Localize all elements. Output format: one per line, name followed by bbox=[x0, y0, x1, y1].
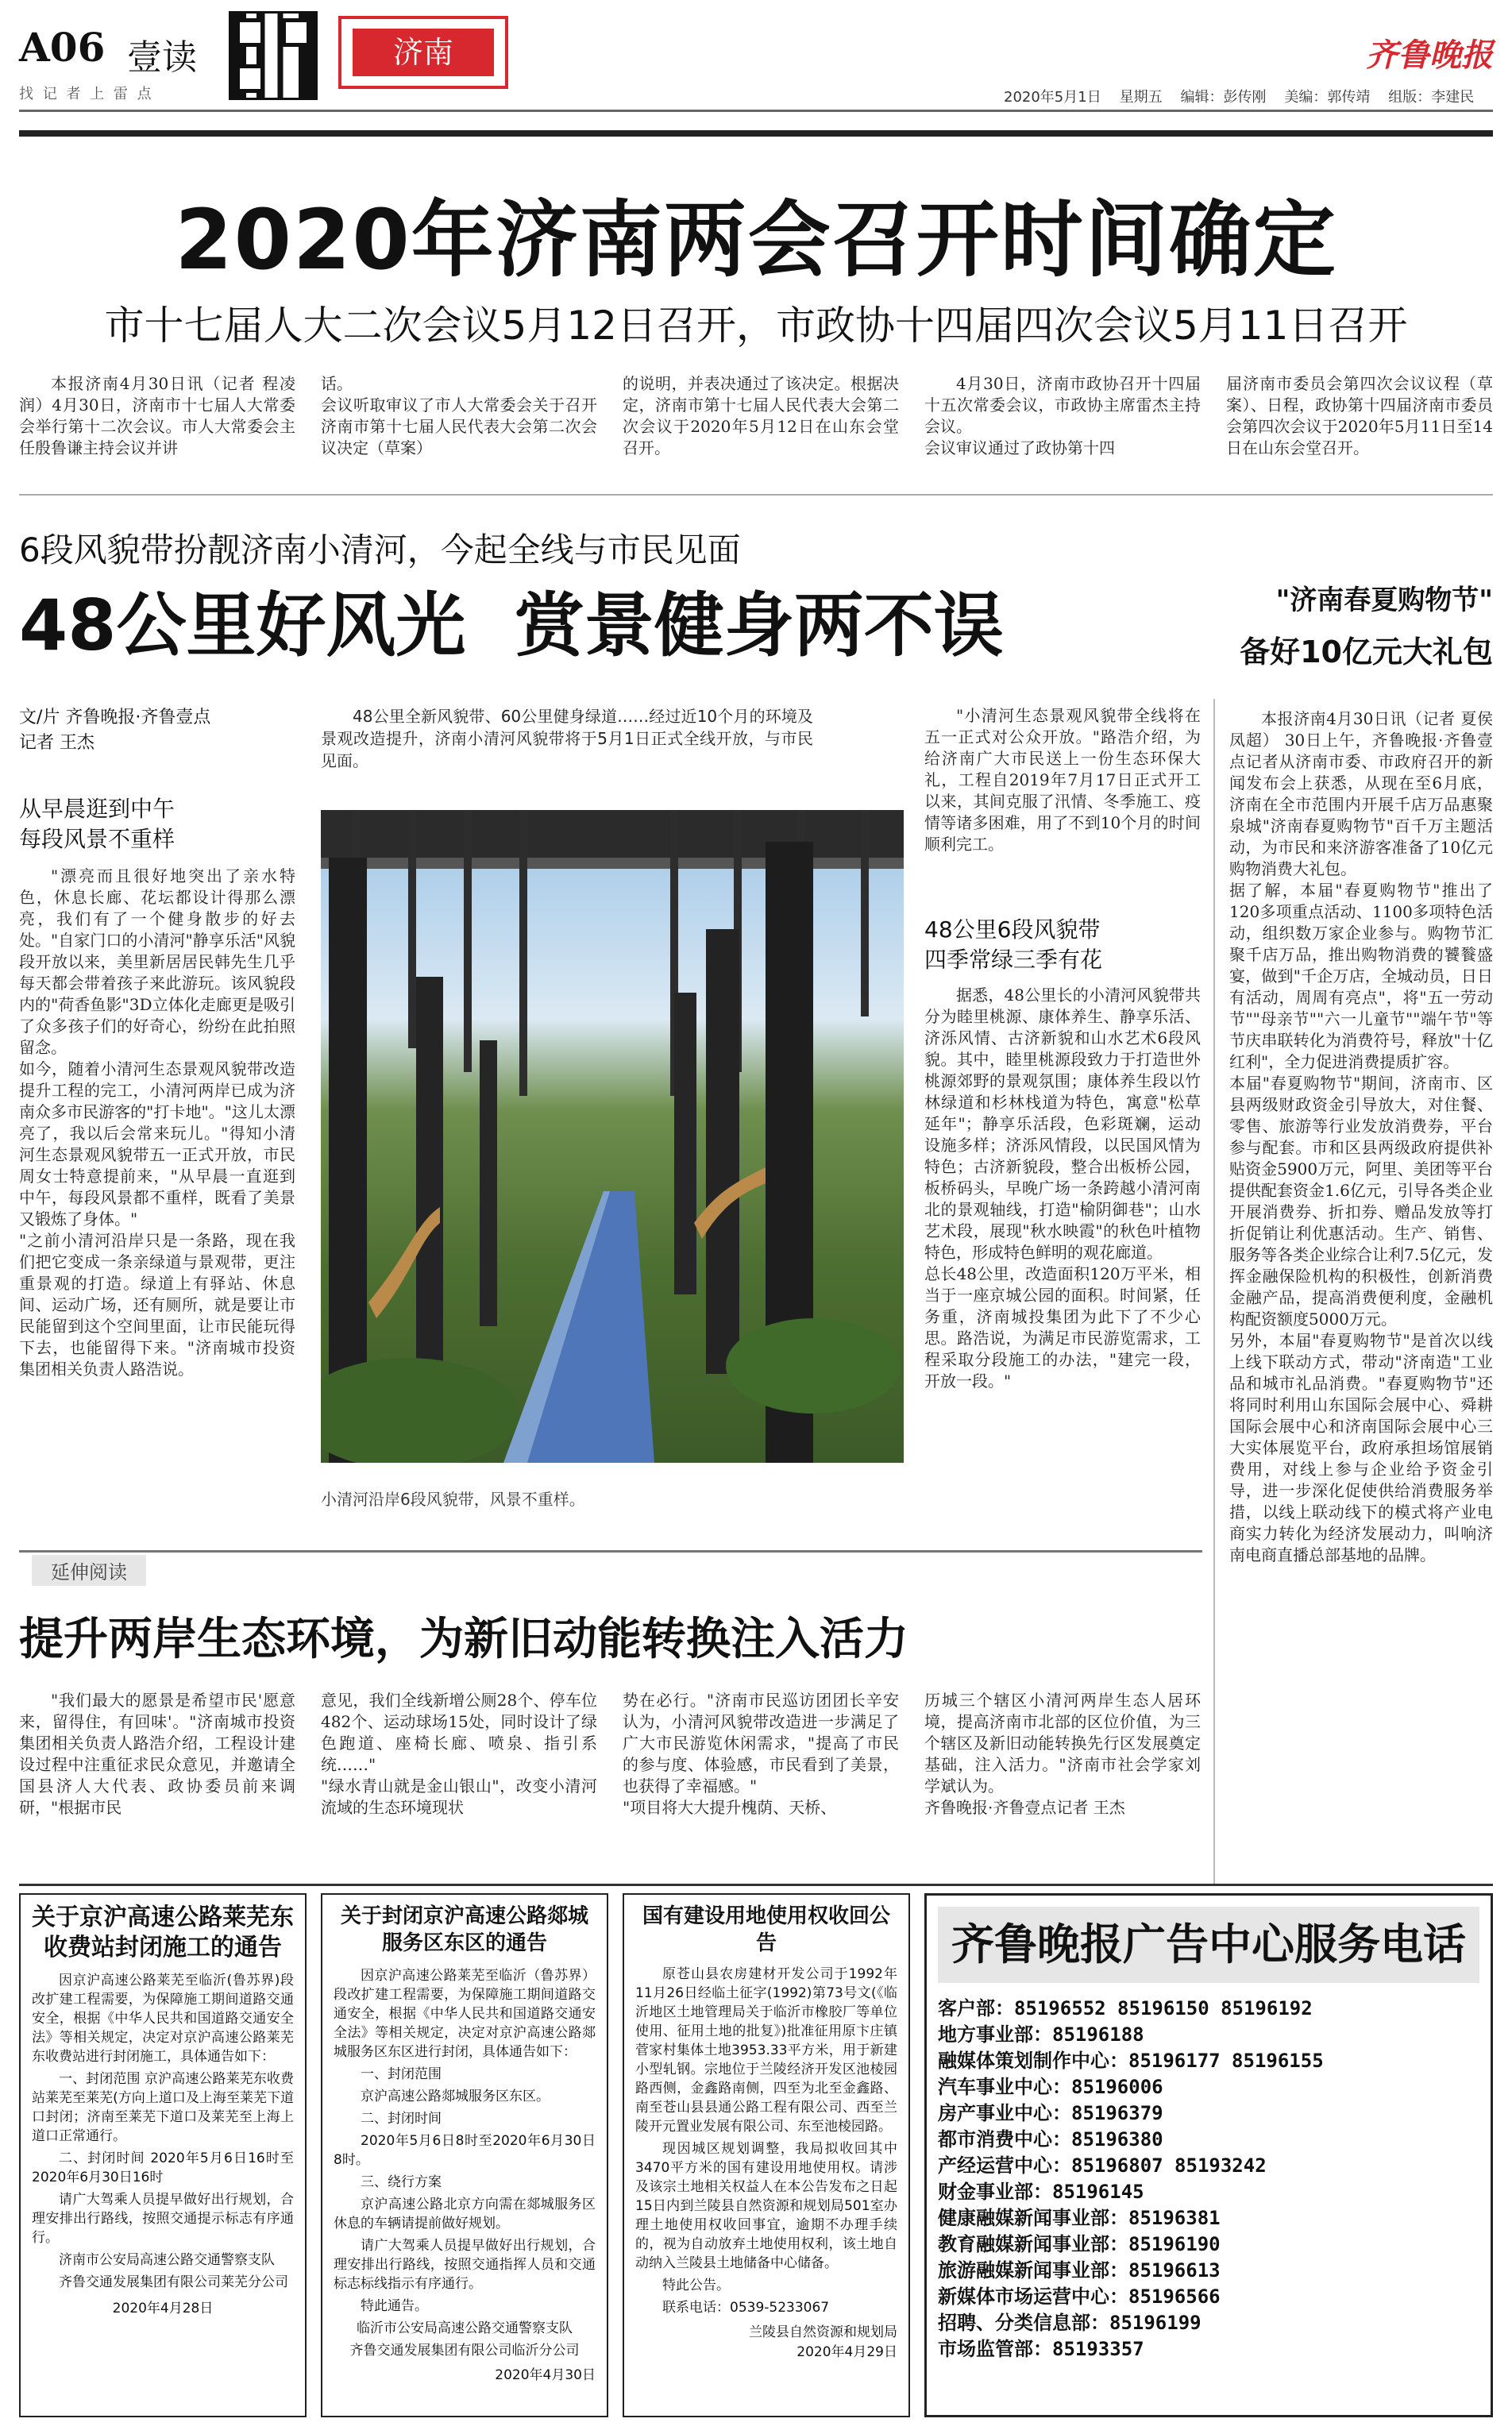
byline-line: 文/片 齐鲁晚报·齐鲁壹点 bbox=[19, 708, 211, 727]
ad-separator: ： bbox=[1033, 2023, 1052, 2046]
ad-department: 地方事业部 bbox=[938, 2023, 1033, 2046]
article-ecology-col-2 bbox=[321, 1690, 597, 1874]
ad-department: 招聘、分类信息部 bbox=[938, 2312, 1090, 2334]
masthead-divider bbox=[19, 110, 1493, 112]
ad-department: 产经运营中心 bbox=[938, 2154, 1052, 2177]
issue-weekday: 星期五 bbox=[1119, 89, 1163, 106]
ad-separator: ： bbox=[1109, 2233, 1128, 2255]
ad-phone-row bbox=[938, 2310, 1479, 2336]
notice-text: 因京沪高速公路莱芜至临沂（鲁苏界）段改扩建工程需要，为保障施工期间道路交通安全，根据《中华人民共和国道路交通安全法》等相关规定，决定对京沪高速公路郯城服务区东区进行封闭，具体通告如下： bbox=[334, 1968, 596, 2060]
ad-phone-row bbox=[938, 2153, 1479, 2179]
article-ecology-col-4 bbox=[924, 1690, 1201, 1874]
notices-divider bbox=[19, 1884, 1493, 1886]
page-number: A06 bbox=[19, 24, 106, 71]
ad-phone-row bbox=[938, 2231, 1479, 2258]
article-congress-text: 4月30日，济南市政协召开十四届十五次常委会议，市政协主席雷杰主持会议。 会议审议通过了政协第十四 bbox=[924, 374, 1201, 457]
art-editor: 美编：郭传靖 bbox=[1284, 89, 1371, 106]
sidebar-headline-1: "济南春夏购物节" bbox=[1275, 584, 1493, 616]
notice-text: 二、封闭时间 2020年5月6日16时至2020年6月30日16时 bbox=[32, 2150, 294, 2185]
article-river-lead bbox=[321, 705, 813, 785]
ad-phone-row bbox=[938, 2074, 1479, 2100]
notice-date: 2020年4月29日 bbox=[796, 2344, 897, 2360]
notice-text: 一、封闭范围 京沪高速公路莱芜东收费站莱芜至莱芜(方向上道口及上海至莱芜下道口封闭；济南至莱芜下道口及莱芜至上海上道口正常通行。 bbox=[32, 2071, 294, 2144]
notice-text: 一、封闭范围 bbox=[361, 2066, 442, 2082]
article-river-headline: 48公里好风光 赏景健身两不误 bbox=[19, 584, 1004, 666]
ad-department: 都市消费中心 bbox=[938, 2128, 1052, 2150]
notice-title: 国有建设用地使用权收回公告 bbox=[642, 1904, 890, 1955]
notice-text: 三、绕行方案 bbox=[361, 2174, 442, 2190]
article-congress-text: 届济南市委员会第四次会议议程（草案）、日程，政协第十四届济南市委员会第四次会议于2020年5月11日至14日在山东会堂召开。 bbox=[1226, 374, 1493, 457]
ad-separator: ： bbox=[1052, 2128, 1071, 2150]
article-river-byline bbox=[19, 705, 210, 756]
sidebar-text: 本报济南4月30日讯（记者 夏侯凤超） 30日上午，齐鲁晚报·齐鲁壹点记者从济南市委、市政府召开的新闻发布会上获悉，从现在至6月底，济南在全市范围内开展千店万品惠聚泉城"济南春夏购物节"百千万主题活动，为市民和来济游客准备了10亿元购物消费大礼包。 据了解，本届"春夏购物节"推出了120多项重点活动、1100多项特色活动，组织数万家企业参与。购物节汇聚千店万品，推出购物消费的饕餮盛宴，做到"千企万店，全城动员，日日有活动，周周有亮点"，将"五一劳动节""母亲节""六一儿童节""端午节"等节庆串联转化为消费符号，释放"十亿红利"，全力促进消费提质扩容。 本届"春夏购物节"期间，济南市、区县两级财政资金引导放大，对住餐、零售、旅游等行业发放消费券，平台参与配套。市和区县两级政府提供补贴资金5900万元，阿里、美团等平台提供配套资金1.6亿元，引导各类企业开展消费券、折扣券、赠品发放等打折促销让利优惠活动。生产、销售、服务等各类企业综合让利7.5亿元，发挥金融保险机构的积极性，创新消费金融产品，提高消费便利度，金融机构配资额度5000万元。 另外，本届"春夏购物节"是首次以线上线下联动方式，带动"济南造"工业品和城市礼品消费。"春夏购物节"还将同时利用山东国际会展中心、舜耕国际会展中心和济南国际会展中心三大实体展览平台，政府承担场馆展销费用，对线上参与企业给予资金引导，进一步深化促使供给消费服务举措，以线上联动线下的模式将产业电商实力转化为经济发展动力，叫响济南电商直播总部基地的品牌。 bbox=[1229, 709, 1493, 1564]
ad-separator: ： bbox=[1109, 2050, 1128, 2072]
notice-text: 特此通告。 bbox=[361, 2298, 428, 2314]
ad-department: 市场监管部 bbox=[938, 2338, 1033, 2360]
notice-date: 2020年4月28日 bbox=[112, 2301, 214, 2316]
ad-department: 旅游融媒新闻事业部 bbox=[938, 2259, 1109, 2282]
notice-tancheng-service bbox=[321, 1893, 608, 2417]
article-river-col-3a bbox=[924, 705, 1201, 908]
extended-reading-tag: 延伸阅读 bbox=[32, 1555, 146, 1586]
ad-department: 新媒体市场运营中心 bbox=[938, 2285, 1109, 2308]
ad-phone-row bbox=[938, 1996, 1479, 2022]
notice-title: 关于京沪高速公路莱芜东收费站封闭施工的通告 bbox=[32, 1904, 294, 1961]
sidebar-shopping-festival bbox=[1229, 708, 1493, 1884]
article-congress-text: 话。 会议听取审议了市人大常委会关于召开济南市第十七届人民代表大会第二次会议决定（草案） bbox=[321, 374, 597, 457]
ad-separator: ： bbox=[1033, 2181, 1052, 2203]
river-photo-caption: 小清河沿岸6段风貌带，风景不重样。 bbox=[321, 1490, 585, 1509]
ad-department: 汽车事业中心 bbox=[938, 2076, 1052, 2098]
notice-text: 原苍山县农房建材开发公司于1992年11月26日经临土征字(1992)第73号文(《临沂地区土地管理局关于临沂市橡胶厂等单位使用、征用土地的批复》)批准征用原卞庄镇菅家村集体土地3953.33平方米，用于新建小型轧钢。宗地位于兰陵经济开发区池棱园路西侧，金鑫路南侧，四至为北至金鑫路、南至苍山县县通公路工程有限公司、西至兰陵开元置业发展有限公司、东至池棱园路。 bbox=[635, 1966, 897, 2135]
issue-info bbox=[1004, 86, 1474, 106]
article-ecology-text: 意见，我们全线新增公厕28个、停车位482个、运动球场15处，同时设计了绿色跑道、座椅长廊、喷泉、指引系统……" "绿水青山就是金山银山"，改变小清河流域的生态环境现状 bbox=[321, 1691, 597, 1817]
notice-text: 齐鲁交通发展集团有限公司莱芜分公司 bbox=[59, 2274, 288, 2290]
ad-phone: 85196613 bbox=[1128, 2259, 1221, 2282]
ad-phone: 85196381 bbox=[1128, 2207, 1221, 2229]
notice-text: 请广大驾乘人员提早做好出行规划，合理安排出行路线，按照交通指挥人员和交通标志标线指示有序通行。 bbox=[334, 2238, 596, 2292]
article-river-col-3b bbox=[924, 985, 1201, 1509]
city-tag bbox=[338, 16, 508, 89]
article-congress-headline: 2020年济南两会召开时间确定 bbox=[175, 191, 1337, 288]
pergola-walkway-illustration bbox=[321, 810, 904, 1463]
ad-department: 教育融媒新闻事业部 bbox=[938, 2233, 1109, 2255]
ad-phone: 85196380 bbox=[1071, 2128, 1163, 2150]
article-ecology-col-3 bbox=[623, 1690, 899, 1874]
sidebar-divider bbox=[1213, 699, 1215, 1884]
ad-department: 融媒体策划制作中心 bbox=[938, 2050, 1109, 2072]
ad-department: 房产事业中心 bbox=[938, 2102, 1052, 2124]
notice-text: 因京沪高速公路莱芜至临沂(鲁苏界)段改扩建工程需要，为保障施工期间道路交通安全，根据《中华人民共和国道路交通安全法》等相关规定，决定对京沪高速公路莱芜东收费站进行封闭施工，具体通告如下： bbox=[32, 1973, 294, 2065]
article-ecology-text: "我们最大的愿景是希望市民'愿意来，留得住，有回味'。"济南城市投资集团相关负责人路浩介绍，工程设计建设过程中注重征求民众意见，并邀请全国县济人大代表、政协委员前来调研，"根据市民 bbox=[19, 1691, 295, 1817]
ad-department: 财金事业部 bbox=[938, 2181, 1033, 2203]
ad-service-phone bbox=[924, 1893, 1493, 2417]
ad-phone: 85196807 85193242 bbox=[1071, 2154, 1267, 2177]
ad-phone-row bbox=[938, 2100, 1479, 2127]
article-congress-subhead: 市十七届人大二次会议5月12日召开，市政协十四届四次会议5月11日召开 bbox=[104, 303, 1408, 349]
article-river-text: "漂亮而且很好地突出了亲水特色，休息长廊、花坛都设计得那么漂亮，我们有了一个健身散步的好去处。"自家门口的小清河"静享乐活"风貌段开放以来，美里新居居民韩先生几乎每天都会带着孩子来此游玩。该风貌段内的"荷香鱼影"3D立体化走廊更是吸引了众多孩子们的好奇心，纷纷在此拍照留念。 如今，随着小清河生态景观风貌带改造提升工程的完工，小清河两岸已成为济南众多市民游客的"打卡地"。"这儿太漂亮了，我以后会常来玩儿。"得知小清河生态景观风貌带五一正式开放，市民周女士特意提前来，"从早晨一直逛到中午，每段风景都不重样，既看了美景又锻炼了身体。" "之前小清河沿岸只是一条路，现在我们把它变成一条亲绿道与景观带，更注重景观的打造。绿道上有驿站、休息间、运动广场，还有厕所，就是要让市民能留到这个空间里面，让市民能玩得下去，也能留得下来。"济南城市投资集团相关负责人路浩说。 bbox=[19, 866, 295, 1379]
article-river-subhead-1: 从早晨逛到中午 每段风景不重样 bbox=[19, 796, 176, 852]
notice-text: 二、封闭时间 bbox=[361, 2111, 442, 2127]
article-ecology-col-1 bbox=[19, 1690, 295, 1874]
article-river-lead-text: 48公里全新风貌带、60公里健身绿道……经过近10个月的环境及景观改造提升，济南小清河风貌带将于5月1日正式全线开放，与市民见面。 bbox=[321, 707, 813, 770]
ad-phone: 85196188 bbox=[1052, 2023, 1144, 2046]
ad-phone: 85196145 bbox=[1052, 2181, 1144, 2203]
editor: 编辑：彭传刚 bbox=[1180, 89, 1267, 106]
notice-text: 请广大驾乘人员提早做好出行规划，合理安排出行路线，按照交通提示标志有序通行。 bbox=[32, 2192, 294, 2246]
ad-separator: ： bbox=[1052, 2102, 1071, 2124]
article-congress-col-3 bbox=[623, 373, 899, 484]
notice-text: 齐鲁交通发展集团有限公司临沂分公司 bbox=[349, 2343, 580, 2359]
article-congress-col-2 bbox=[321, 373, 597, 484]
ad-phone-row bbox=[938, 2258, 1479, 2284]
article-congress-col-4 bbox=[924, 373, 1201, 484]
ad-phone: 85196190 bbox=[1128, 2233, 1221, 2255]
ad-separator: ： bbox=[1109, 2207, 1128, 2229]
notice-text: 临沂市公安局高速公路交通警察支队 bbox=[357, 2320, 573, 2336]
article-ecology-text: 历城三个辖区小清河两岸生态人居环境，提高济南市北部的区位价值，为三个辖区及新旧动能转换先行区发展奠定基础，注入活力。"济南市社会学家刘学斌认为。 齐鲁晚报·齐鲁壹点记者 王杰 bbox=[924, 1691, 1201, 1817]
city-name: 济南 bbox=[353, 29, 494, 76]
ad-phone-row bbox=[938, 2022, 1479, 2048]
notice-signer: 兰陵县自然资源和规划局 bbox=[749, 2324, 897, 2340]
notice-text: 济南市公安局高速公路交通警察支队 bbox=[59, 2252, 275, 2268]
ad-phone: 85196199 bbox=[1109, 2312, 1202, 2334]
masthead-divider-thick bbox=[19, 130, 1493, 137]
sidebar-headline-2: 备好10亿元大礼包 bbox=[1240, 635, 1493, 669]
layout-editor: 组版：李建民 bbox=[1388, 89, 1475, 106]
ad-phone-row bbox=[938, 2179, 1479, 2205]
article-ecology-text: 势在必行。"济南市民巡访团团长辛安认为，小清河风貌带改造进一步满足了广大市民游览休闲需求，"提高了市民的参与度、体验感，市民看到了美景，也获得了幸福感。" "项目将大大提升槐荫、天桥、 bbox=[623, 1691, 899, 1817]
article-river-col-1 bbox=[19, 866, 295, 1509]
ad-phone-row bbox=[938, 2336, 1479, 2363]
notice-text: 现因城区规划调整，我局拟收回其中3470平方米的国有建设用地使用权。请涉及该宗土地相关权益人在本公告发布之日起15日内到兰陵县自然资源和规划局501室办理土地使用权收回事宜，逾期不办理手续的，视为自动放弃土地使用权利，该土地自动纳入兰陵县土地储备中心储备。 bbox=[635, 2141, 897, 2271]
article-congress-text: 的说明，并表决通过了该决定。根据决定，济南市第十七届人民代表大会第二次会议于2020年5月12日在山东会堂召开。 bbox=[623, 374, 899, 457]
ad-phone: 85196006 bbox=[1071, 2076, 1163, 2098]
notice-laiwu-toll bbox=[19, 1893, 307, 2417]
ad-department: 健康融媒新闻事业部 bbox=[938, 2207, 1109, 2229]
ad-separator: ： bbox=[995, 1997, 1014, 2019]
ad-separator: ： bbox=[1109, 2259, 1128, 2282]
notice-text: 2020年5月6日8时至2020年6月30日8时。 bbox=[334, 2133, 596, 2168]
notice-text: 联系电话：0539-5233067 bbox=[662, 2300, 830, 2316]
newspaper-logo: 齐鲁晚报 bbox=[1366, 37, 1493, 74]
ad-separator: ： bbox=[1052, 2154, 1071, 2177]
notice-date: 2020年4月30日 bbox=[495, 2367, 596, 2383]
article-ecology-headline: 提升两岸生态环境，为新旧动能转换注入活力 bbox=[19, 1614, 908, 1665]
article-congress-col-1 bbox=[19, 373, 295, 484]
article-congress-col-5 bbox=[1226, 373, 1493, 484]
ad-department: 客户部 bbox=[938, 1997, 995, 2019]
article-river-text: 据悉，48公里长的小清河风貌带共分为睦里桃源、康体养生、静享乐活、济泺风情、古济新貌和山水艺术6段风貌。其中，睦里桃源段致力于打造世外桃源郊野的景观氛围；康体养生段以竹林绿道和杉林栈道为特色，寓意"松草延年"；静享乐活段，色彩斑斓，运动设施多样；济泺风情段，以民国风情为特色；古济新貌段，整合出板桥公园，板桥码头，早晚广场一条跨越小清河南北的景观轴线，打造"榆阴御巷"；山水艺术段，展现"秋水映霞"的秋色叶植物特色，形成特色鲜明的观花廊道。 总长48公里，改造面积120万平米，相当于一座京城公园的面积。时间紧，任务重，济南城投集团为此下了不少心思。路浩说，为满足市民游览需求，工程采取分段施工的办法，"建完一段，开放一段。" bbox=[924, 986, 1201, 1391]
river-photo bbox=[321, 810, 904, 1463]
section-divider bbox=[19, 494, 1493, 496]
article-river-text: "小清河生态景观风貌带全线将在五一正式对公众开放。"路浩介绍，为给济南广大市民送上一份生态环保大礼，工程自2019年7月17日正式开工以来，其间克服了汛情、冬季施工、疫情等诸多困难，用了不到10个月的时间顺利完工。 bbox=[924, 706, 1201, 854]
issue-date: 2020年5月1日 bbox=[1004, 89, 1101, 106]
ad-phone: 85196552 85196150 85196192 bbox=[1014, 1997, 1313, 2019]
ad-phone: 85193357 bbox=[1052, 2338, 1144, 2360]
ad-separator: ： bbox=[1109, 2285, 1128, 2308]
qr-code-icon bbox=[229, 11, 318, 100]
ad-separator: ： bbox=[1052, 2076, 1071, 2098]
ad-phone: 85196379 bbox=[1071, 2102, 1163, 2124]
article-congress-text: 本报济南4月30日讯（记者 程凌润）4月30日，济南市十七届人大常委会举行第十二次会议。市人大常委会主任殷鲁谦主持会议并讲 bbox=[19, 374, 295, 457]
ad-phone-row bbox=[938, 2284, 1479, 2310]
ad-phone-row bbox=[938, 2048, 1479, 2074]
notice-text: 京沪高速公路北京方向需在郯城服务区休息的车辆请提前做好规划。 bbox=[334, 2197, 596, 2231]
article-river-kicker: 6段风貌带扮靓济南小清河，今起全线与市民见面 bbox=[19, 530, 741, 569]
ad-list bbox=[938, 1996, 1479, 2363]
section-sub-labels: 找 记 者 上 雷 点 bbox=[19, 86, 154, 102]
ad-separator: ： bbox=[1033, 2338, 1052, 2360]
byline-line: 记者 王杰 bbox=[19, 733, 94, 753]
ad-separator: ： bbox=[1090, 2312, 1109, 2334]
ad-title: 齐鲁晚报广告中心服务电话 bbox=[938, 1907, 1479, 1983]
ad-phone-row bbox=[938, 2127, 1479, 2153]
notice-land-use bbox=[623, 1893, 910, 2417]
notice-title: 关于封闭京沪高速公路郯城服务区东区的通告 bbox=[340, 1904, 588, 1955]
extended-reading-divider bbox=[19, 1550, 1202, 1553]
ad-phone: 85196566 bbox=[1128, 2285, 1221, 2308]
article-river-subhead-2: 48公里6段风貌带 四季常绿三季有花 bbox=[924, 916, 1103, 973]
ad-phone-row bbox=[938, 2205, 1479, 2231]
notice-text: 京沪高速公路郯城服务区东区。 bbox=[361, 2089, 550, 2104]
notice-text: 特此公告。 bbox=[662, 2278, 730, 2293]
masthead bbox=[0, 0, 1512, 119]
ad-phone: 85196177 85196155 bbox=[1128, 2050, 1324, 2072]
section-name: 壹读 bbox=[127, 37, 197, 78]
